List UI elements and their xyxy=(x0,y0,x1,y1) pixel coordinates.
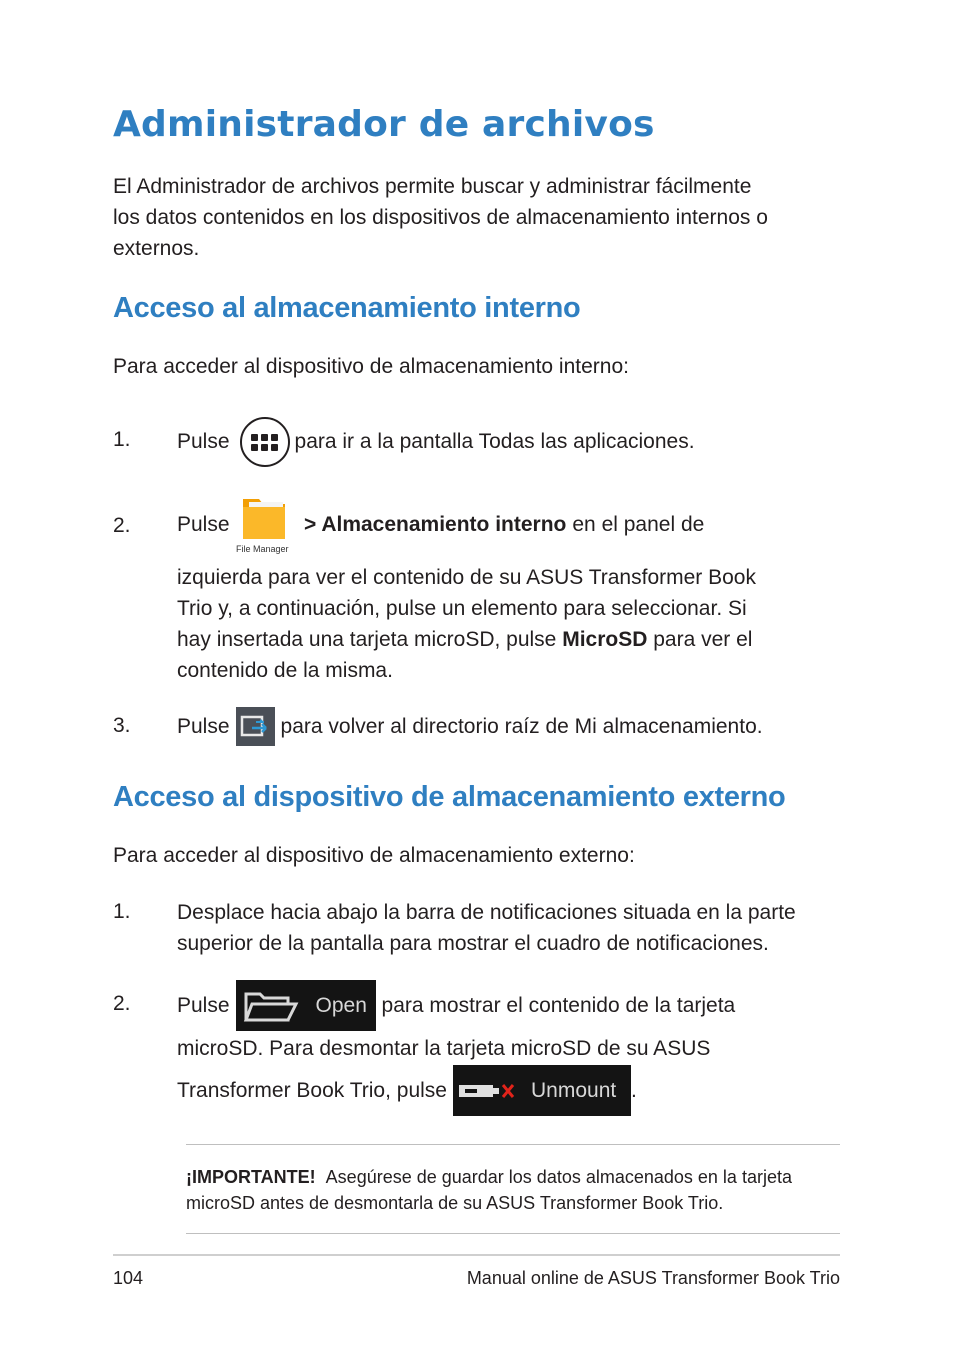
section-heading-external: Acceso al dispositivo de almacenamiento externo xyxy=(113,781,786,813)
step-number: 1. xyxy=(113,900,131,923)
step-text: Trio y, a continuación, pulse un elemento para seleccionar. Si xyxy=(177,597,747,620)
step-text: en el panel de xyxy=(572,513,705,536)
step-number: 1. xyxy=(113,428,131,451)
intro-paragraph xyxy=(113,171,768,264)
step-text: Transformer Book Trio, pulse xyxy=(177,1078,447,1102)
important-note xyxy=(186,1164,792,1216)
step-line xyxy=(177,707,763,746)
back-to-root-icon xyxy=(236,707,275,746)
step-bold-text: > Almacenamiento interno xyxy=(304,513,567,536)
note-text: Asegúrese de guardar los datos almacenados en la tarjeta xyxy=(325,1167,792,1187)
step-text-block xyxy=(177,897,796,959)
step-line xyxy=(177,1065,637,1116)
unmount-icon xyxy=(457,1076,517,1106)
folder-open-icon xyxy=(242,986,302,1026)
unmount-button[interactable] xyxy=(453,1065,631,1116)
section-lead: Para acceder al dispositivo de almacenamiento interno: xyxy=(113,355,629,378)
intro-line: externos. xyxy=(113,237,200,260)
step-text: Pulse xyxy=(177,430,230,453)
step-number: 2. xyxy=(113,992,131,1015)
unmount-label: Unmount xyxy=(531,1078,617,1102)
step-line xyxy=(177,415,695,469)
step-text: para mostrar el contenido de la tarjeta xyxy=(381,993,736,1017)
all-apps-icon xyxy=(240,417,290,467)
manual-title: Manual online de ASUS Transformer Book Trio xyxy=(466,1268,840,1288)
intro-line: los datos contenidos en los dispositivos de almacenamiento internos o xyxy=(113,206,768,229)
page-number: 104 xyxy=(113,1268,144,1288)
note-bottom-rule xyxy=(186,1233,840,1234)
file-manager-icon xyxy=(236,495,292,557)
step-text: Desplace hacia abajo la barra de notificaciones situada en la parte xyxy=(177,901,796,924)
step-text: contenido de la misma. xyxy=(177,659,393,682)
step-number: 2. xyxy=(113,514,131,537)
step-line xyxy=(177,513,230,537)
step-text: para volver al directorio raíz de Mi almacenamiento. xyxy=(280,714,763,738)
step-continuation xyxy=(177,562,756,686)
step-number: 3. xyxy=(113,714,131,737)
step-text: . xyxy=(631,1078,637,1102)
section-heading-internal: Acceso al almacenamiento interno xyxy=(113,292,581,324)
note-top-rule xyxy=(186,1144,840,1145)
step-text: Pulse xyxy=(177,513,230,536)
step-line xyxy=(177,980,735,1031)
microsd-bold: MicroSD xyxy=(562,628,648,651)
open-label: Open xyxy=(315,993,367,1017)
note-label: ¡IMPORTANTE! xyxy=(186,1167,316,1187)
note-text: microSD antes de desmontarla de su ASUS Transformer Book Trio. xyxy=(186,1193,724,1213)
step-text: Pulse xyxy=(177,993,230,1017)
step-line xyxy=(304,513,704,537)
step-text: para ir a la pantalla Todas las aplicaciones. xyxy=(294,430,695,453)
file-manager-label: File Manager xyxy=(236,544,289,554)
step-text: superior de la pantalla para mostrar el cuadro de notificaciones. xyxy=(177,932,769,955)
step-text: Pulse xyxy=(177,714,230,738)
page-title: Administrador de archivos xyxy=(113,104,655,145)
step-text: microSD. Para desmontar la tarjeta microSD de su ASUS xyxy=(177,1037,711,1060)
section-lead: Para acceder al dispositivo de almacenamiento externo: xyxy=(113,844,635,867)
step-text: izquierda para ver el contenido de su ASUS Transformer Book xyxy=(177,566,756,589)
step-text: hay insertada una tarjeta microSD, pulse MicroSD para ver el xyxy=(177,628,753,651)
footer-rule xyxy=(113,1254,840,1256)
intro-line: El Administrador de archivos permite buscar y administrar fácilmente xyxy=(113,175,752,198)
open-notification-button[interactable] xyxy=(236,980,376,1031)
